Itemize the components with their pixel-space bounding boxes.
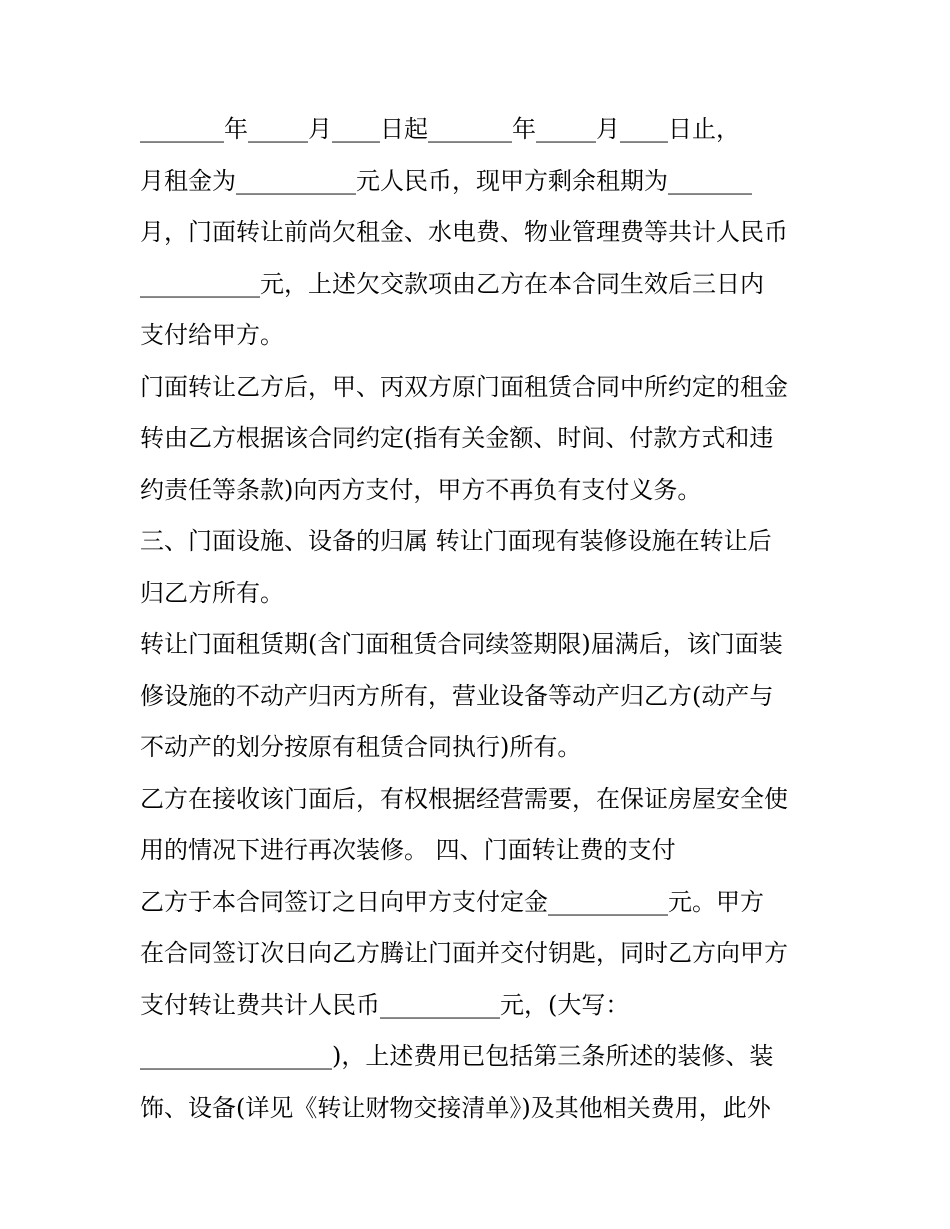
text-line: 支付转让费共计人民币__________元，(大写： — [140, 990, 630, 1019]
text-line: __________元，上述欠交款项由乙方在本合同生效后三日内 — [140, 269, 764, 298]
text-line: 三、门面设施、设备的归属 转让门面现有装修设施在转让后 — [140, 527, 772, 555]
text-line: 月，门面转让前尚欠租金、水电费、物业管理费等共计人民币 — [140, 218, 788, 246]
text-line: ________________)，上述费用已包括第三条所述的装修、装 — [140, 1042, 774, 1070]
text-line: 归乙方所有。 — [140, 578, 284, 607]
text-line: 在合同签订次日向乙方腾让门面并交付钥匙，同时乙方向甲方 — [140, 939, 788, 967]
text-line: 乙方在接收该门面后，有权根据经营需要，在保证房屋安全使 — [140, 784, 788, 813]
text-line: 约责任等条款)向丙方支付，甲方不再负有支付义务。 — [140, 475, 702, 504]
text-line: 饰、设备(详见《转让财物交接清单》)及其他相关费用，此外 — [140, 1093, 771, 1122]
text-line: 乙方于本合同签订之日向甲方支付定金__________元。甲方 — [140, 887, 764, 916]
text-line: 不动产的划分按原有租赁合同执行)所有。 — [140, 733, 582, 761]
text-line: 支付给甲方。 — [140, 321, 284, 349]
document-body — [140, 104, 840, 1134]
text-line: 转让门面租赁期(含门面租赁合同续签期限)届满后，该门面装 — [140, 630, 783, 658]
text-line: 门面转让乙方后，甲、丙双方原门面租赁合同中所约定的租金 — [140, 372, 788, 401]
text-line: 月租金为__________元人民币，现甲方剩余租期为_______ — [140, 166, 752, 195]
text-line: _______年_____月____日起_______年_____月____日止， — [140, 115, 740, 143]
text-line: 修设施的不动产归丙方所有，营业设备等动产归乙方(动产与 — [140, 681, 774, 710]
text-line: 用的情况下进行再次装修。 四、门面转让费的支付 — [140, 836, 676, 864]
text-line: 转由乙方根据该合同约定(指有关金额、时间、付款方式和违 — [140, 424, 774, 452]
